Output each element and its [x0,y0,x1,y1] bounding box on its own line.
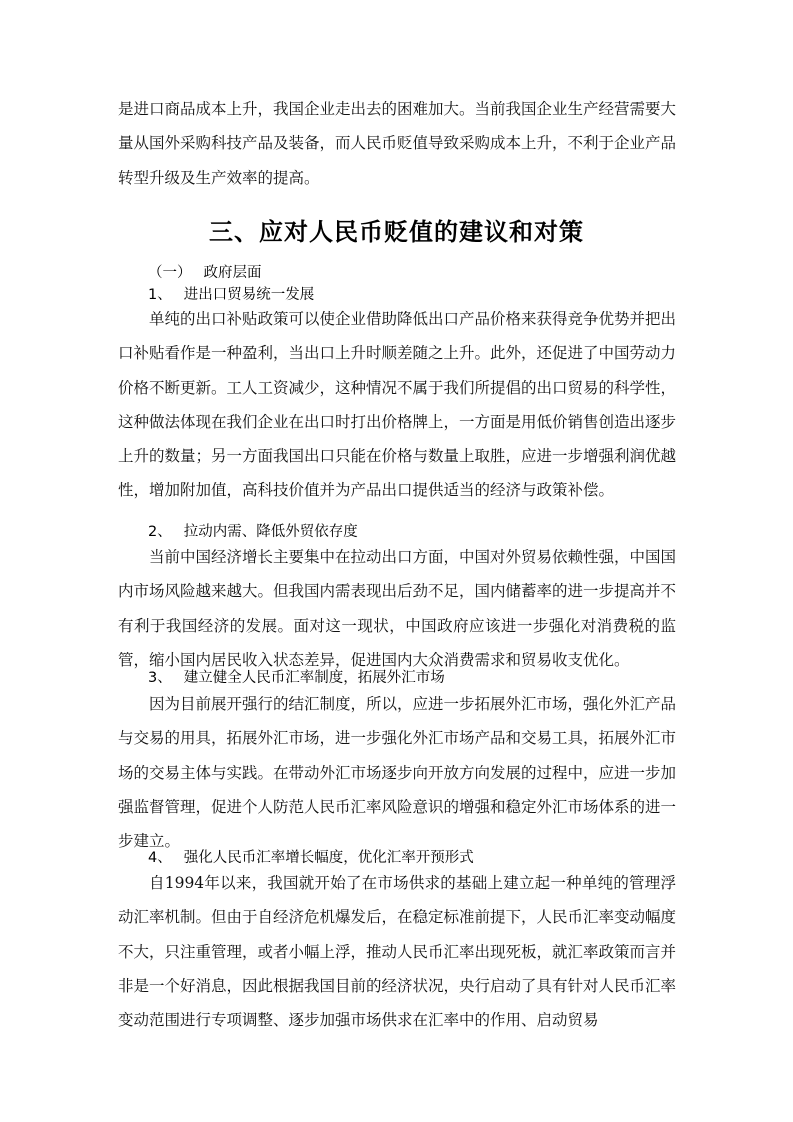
intro-paragraph: 是进口商品成本上升，我国企业走出去的困难加大。当前我国企业生产经营需要大量从国外采购科技产品及装备，而人民币贬值导致采购成本上升，不利于企业产品转型升级及生产效率的提高。 [118,100,677,187]
item-4-number: 4、 [148,850,172,866]
item-3-title: 建立健全人民币汇率制度，拓展外汇市场 [183,670,445,686]
item-4-title: 强化人民币汇率增长幅度，优化汇率开预形式 [183,850,474,866]
item-3-heading [148,667,445,689]
item-1-title: 进出口贸易统一发展 [183,287,315,303]
item-2-title: 拉动内需、降低外贸依存度 [183,524,358,540]
subsection-title: 政府层面 [203,265,262,281]
item-2-number: 2、 [148,524,172,540]
subsection-heading [148,262,262,284]
subsection-number: （一） [148,265,192,281]
item-4-body: 自1994年以来，我国就开始了在市场供求的基础上建立起一种单纯的管理浮动汇率机制。但由于自经济危机爆发后，在稳定标准前提下，人民币汇率变动幅度不大，只注重管理，或者小幅上浮，推动人民币汇率出现死板，就汇率政策而言并非是一个好消息，因此根据我国目前的经济状况，央行启动了具有针对人民币汇率变动范围进行专项调整、逐步加强市场供求在汇率中的作用、启动贸易 [118,874,677,1030]
item-1-body: 单纯的出口补贴政策可以使企业借助降低出口产品价格来获得竞争优势并把出口补贴看作是一种盈利，当出口上升时顺差随之上升。此外，还促进了中国劳动力价格不断更新。工人工资减少，这种情况不属于我们所提倡的出口贸易的科学性，这种做法体现在我们企业在出口时打出价格牌上，一方面是用低价销售创造出逐步上升的数量；另一方面我国出口只能在价格与数量上取胜，应进一步增强利润优越性，增加附加值，高科技价值并为产品出口提供适当的经济与政策补偿。 [118,310,677,500]
section-title: 三、应对人民币贬值的建议和对策 [209,218,584,246]
item-3-body: 因为目前展开强行的结汇制度，所以，应进一步拓展外汇市场，强化外汇产品与交易的用具，拓展外汇市场，进一步强化外汇市场产品和交易工具，拓展外汇市场的交易主体与实践。在带动外汇市场逐步向开放方向发展的过程中，应进一步加强监督管理，促进个人防范人民币汇率风险意识的增强和稳定外汇市场体系的进一步建立。 [118,695,677,851]
item-1-number: 1、 [148,287,172,303]
item-3-number: 3、 [148,670,172,686]
item-2-body: 当前中国经济增长主要集中在拉动出口方面，中国对外贸易依赖性强，中国国内市场风险越来越大。但我国内需表现出后劲不足，国内储蓄率的进一步提高并不有利于我国经济的发展。面对这一现状，中国政府应该进一步强化对消费税的监管，缩小国内居民收入状态差异，促进国内大众消费需求和贸易收支优化。 [118,548,677,669]
